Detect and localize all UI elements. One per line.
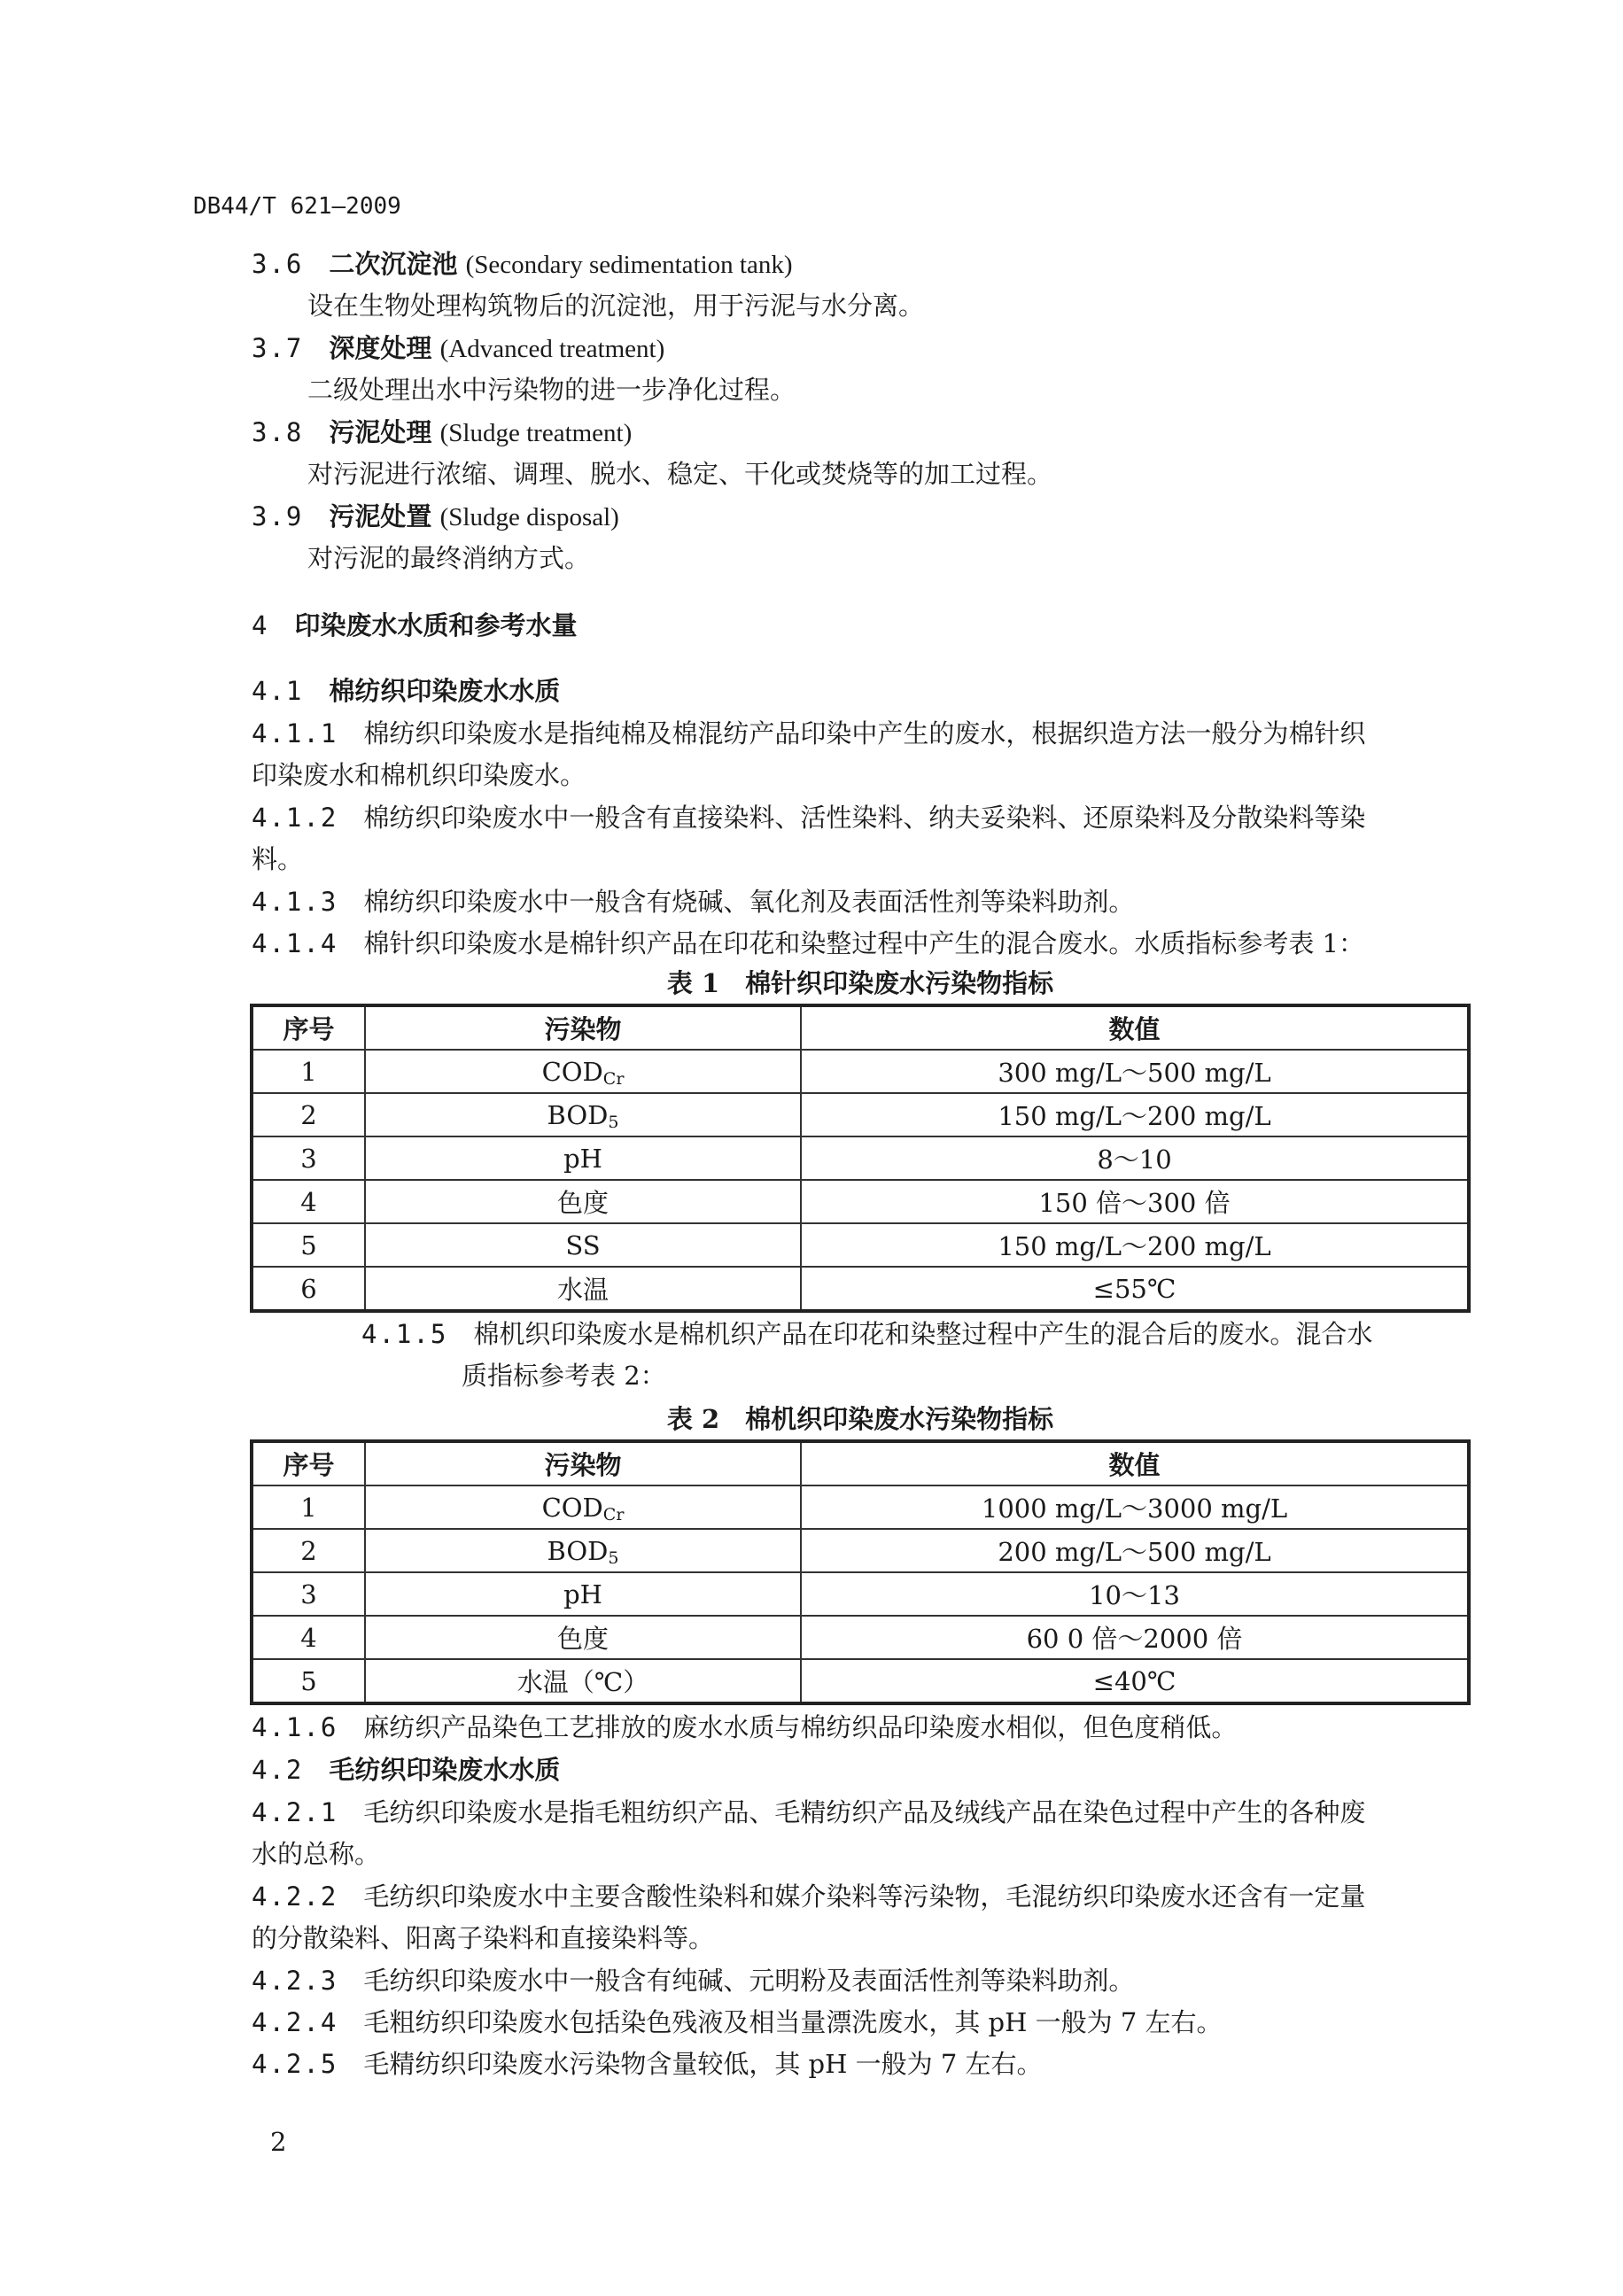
document-header: DB44/T 621—2009 bbox=[193, 193, 401, 220]
table-row: 3 pH 8～10 bbox=[252, 1136, 1469, 1180]
clause-number: 3.6 bbox=[252, 249, 304, 279]
clause-number: 3.7 bbox=[252, 333, 304, 363]
table-row: 1 $COD_{Cr}$ 1000 mg/L～3000 mg/L bbox=[252, 1485, 1469, 1529]
clause-number: 3.9 bbox=[252, 501, 304, 531]
header-cell: 污染物 bbox=[365, 1441, 801, 1485]
definition-text: 二级处理出水中污染物的进一步净化过程。 bbox=[307, 375, 796, 405]
table-1-caption: 表 1 棉针织印染废水污染物指标 bbox=[666, 968, 1054, 998]
header-cell: 数值 bbox=[801, 1441, 1469, 1485]
term: 深度处理 bbox=[329, 333, 432, 363]
table-row: 2 $BOD_5$ 150 mg/L～200 mg/L bbox=[252, 1093, 1469, 1136]
table-row: 6 水温 ≤55℃ bbox=[252, 1267, 1469, 1311]
term-en: (Sludge disposal) bbox=[439, 503, 619, 531]
table-row: 4 色度 150 倍～300 倍 bbox=[252, 1180, 1469, 1223]
term-en: (Advanced treatment) bbox=[439, 335, 665, 363]
clause-number: 3.8 bbox=[252, 417, 304, 447]
table-header-row bbox=[252, 1005, 1469, 1050]
definition-text: 设在生物处理构筑物后的沉淀池，用于污泥与水分离。 bbox=[307, 291, 925, 321]
term: 污泥处理 bbox=[329, 417, 432, 447]
term: 污泥处置 bbox=[329, 501, 432, 531]
table-2-caption: 表 2 棉机织印染废水污染物指标 bbox=[666, 1404, 1054, 1434]
term-en: (Sludge treatment) bbox=[439, 419, 633, 447]
table-row: 4 色度 60 0 倍～2000 倍 bbox=[252, 1616, 1469, 1659]
header-cell: 序号 bbox=[252, 1005, 365, 1050]
table-header-row bbox=[252, 1441, 1469, 1485]
table-2 bbox=[250, 1439, 1471, 1705]
header-cell: 污染物 bbox=[365, 1005, 801, 1050]
table-1 bbox=[250, 1004, 1471, 1313]
header-cell: 序号 bbox=[252, 1441, 365, 1485]
term-en: (Secondary sedimentation tank) bbox=[465, 251, 793, 279]
table-row: 5 SS 150 mg/L～200 mg/L bbox=[252, 1223, 1469, 1267]
table-row: 3 pH 10～13 bbox=[252, 1572, 1469, 1616]
table-row: 5 水温（℃） ≤40℃ bbox=[252, 1659, 1469, 1703]
definition-text: 对污泥进行浓缩、调理、脱水、稳定、干化或焚烧等的加工过程。 bbox=[307, 459, 1053, 489]
table-row: 1 $COD_{Cr}$ 300 mg/L～500 mg/L bbox=[252, 1050, 1469, 1093]
definition-text: 对污泥的最终消纳方式。 bbox=[307, 543, 591, 573]
header-cell: 数值 bbox=[801, 1005, 1469, 1050]
term: 二次沉淀池 bbox=[329, 249, 458, 279]
page-number: 2 bbox=[270, 2127, 287, 2157]
table-row: 2 $BOD_5$ 200 mg/L～500 mg/L bbox=[252, 1529, 1469, 1572]
